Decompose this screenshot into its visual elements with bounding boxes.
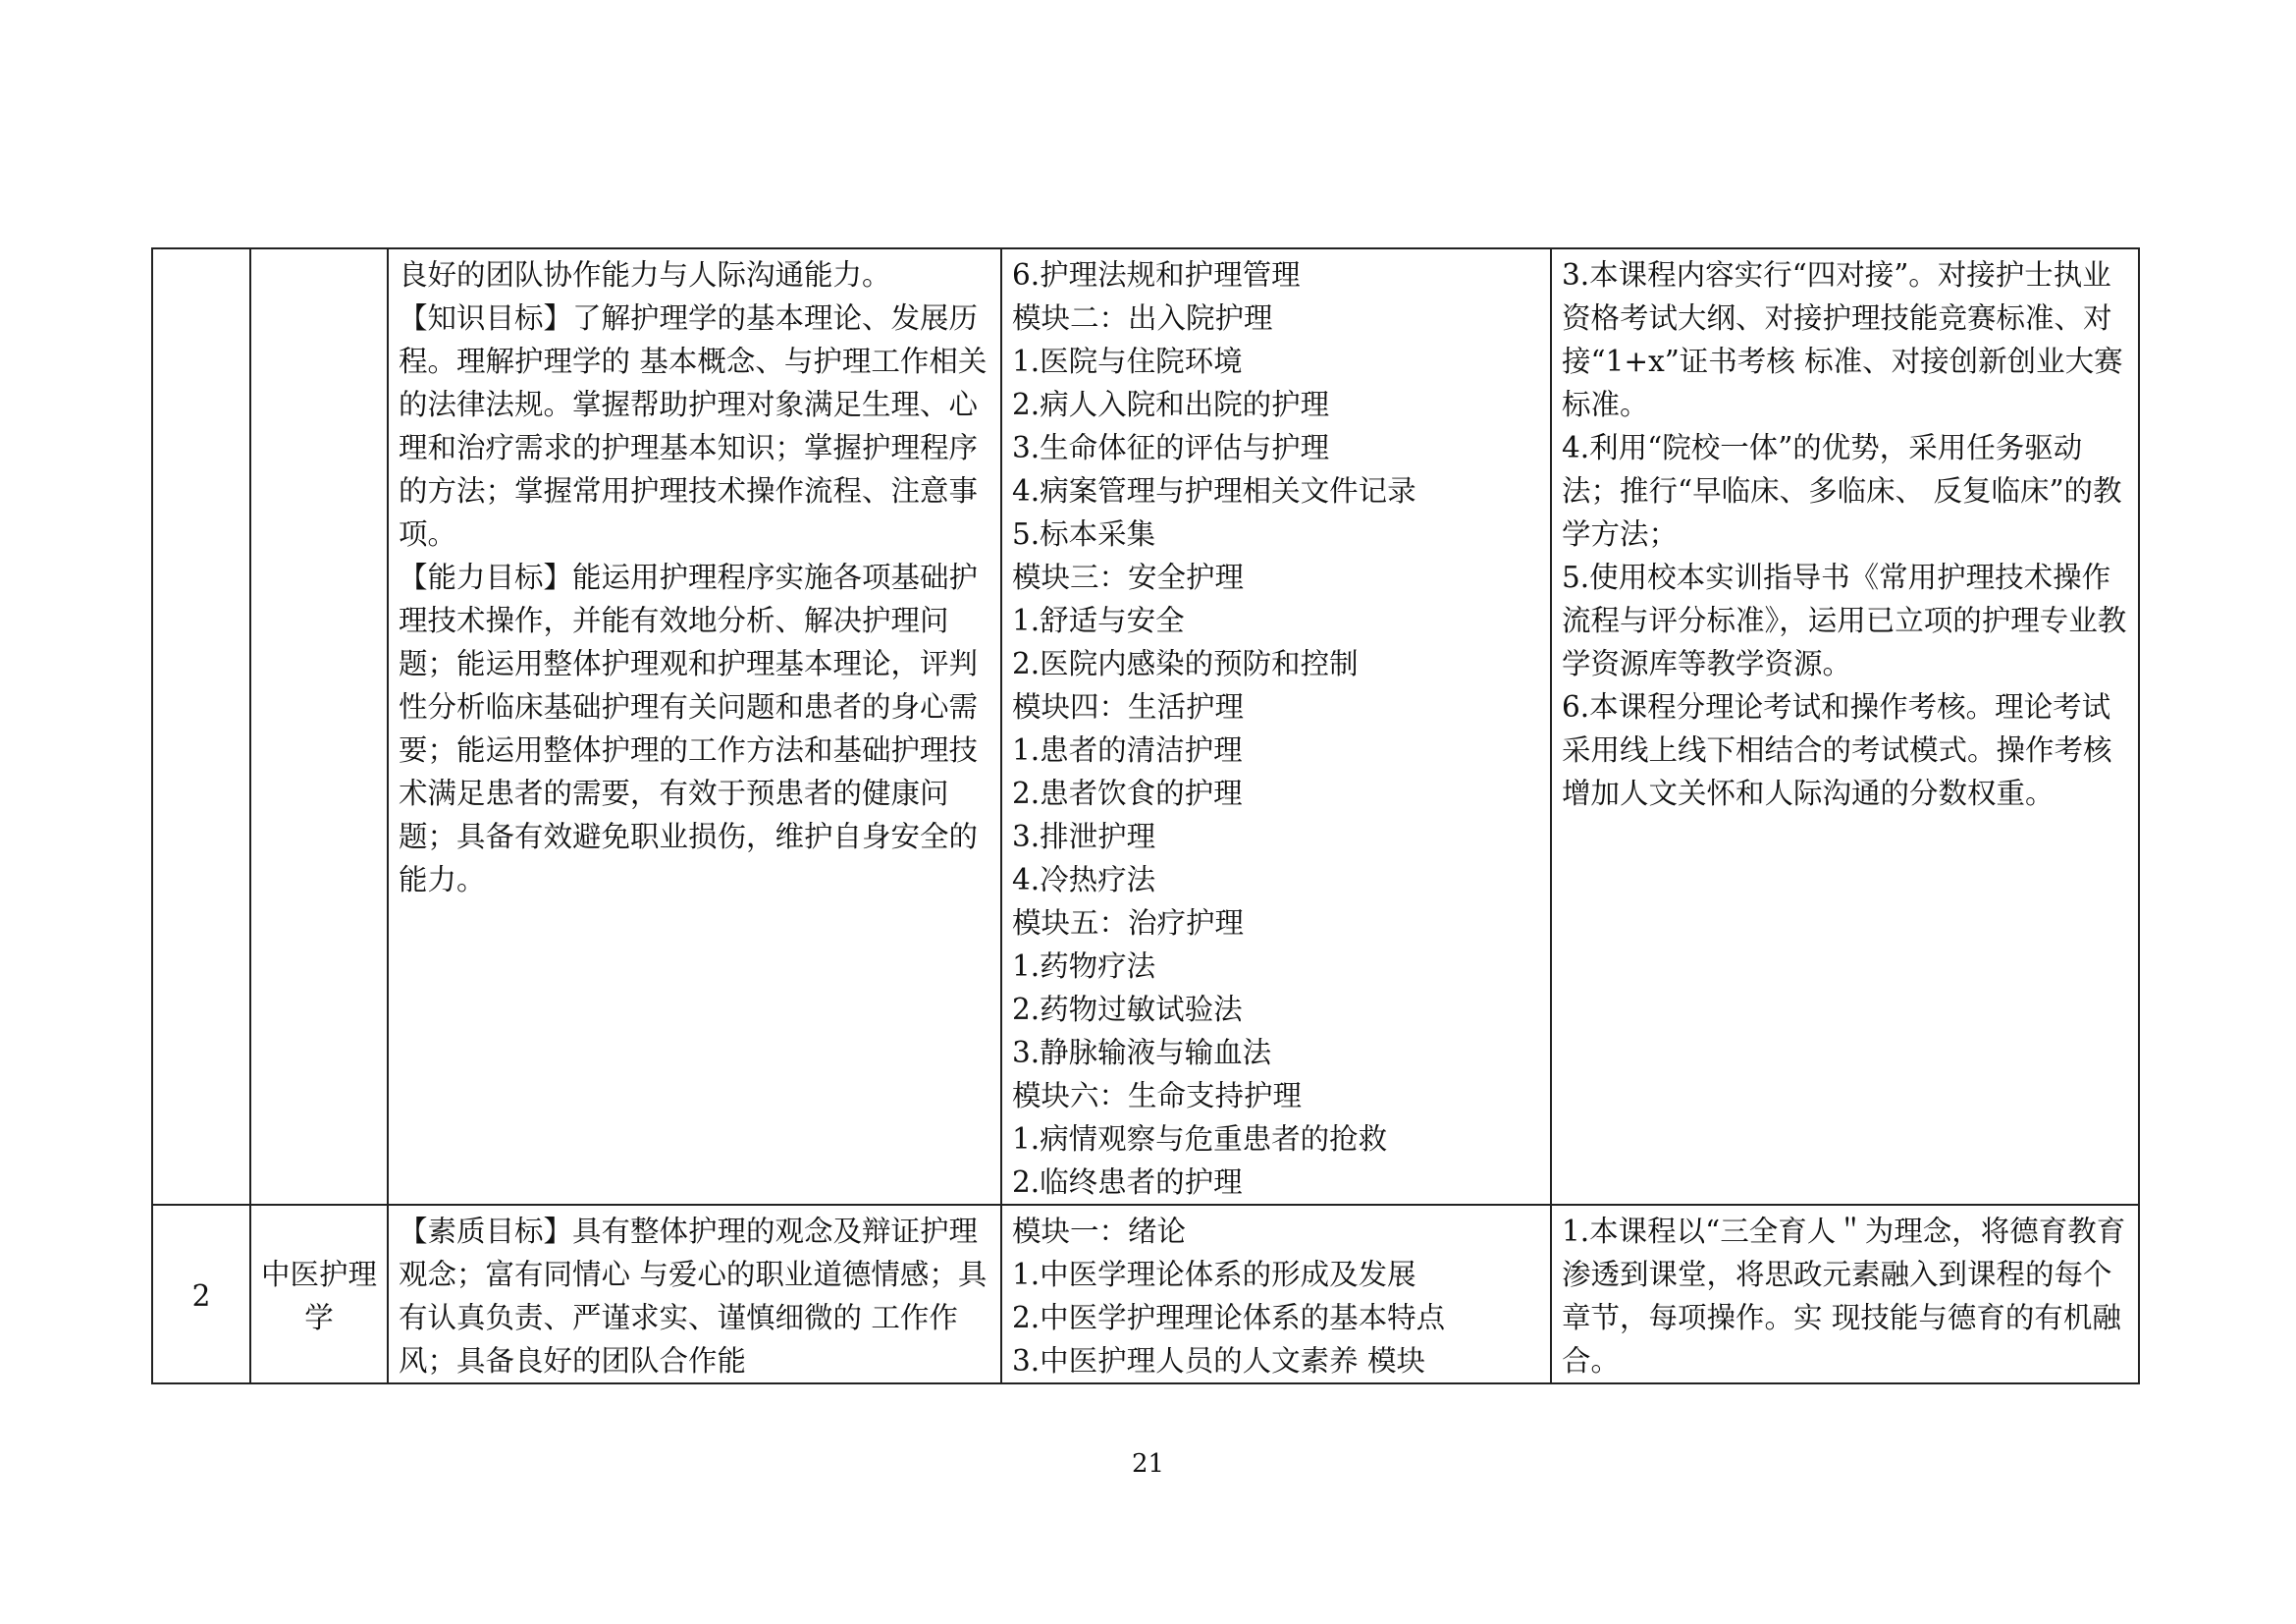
content-line: 模块三：安全护理 — [1012, 561, 1245, 594]
content-line: 3.静脉输液与输血法 — [1012, 1036, 1272, 1069]
table-row — [152, 1205, 2139, 1383]
content-line: 3.排泄护理 — [1012, 820, 1156, 853]
content-line: 2.药物过敏试验法 — [1012, 993, 1243, 1026]
teaching-requirement-text: 3.本课程内容实行“四对接”。对接护士执业资格考试大纲、对接护理技能竞赛标准、对接“1+x”证书考核 标准、对接创新创业大赛标准。 4.利用“院校一体”的优势，采用任务驱动法；推行“早临床、多临床、 反复临床”的教学方法； 5.使用校本实训指导书《常用护理技术操作流程与评分标准》，运用已立项的护理专业教学资源库等教学资源。 6.本课程分理论考试和操作考核。理论考试采用线上线下相结合的考试模式。操作考核增加人文关怀和人际沟通的分数权重。 — [1562, 258, 2127, 810]
content-line: 1.舒适与安全 — [1012, 604, 1185, 637]
content-line: 2.中医学护理理论体系的基本特点 — [1012, 1301, 1446, 1334]
course-content-cell — [1001, 248, 1551, 1205]
course-name-cell: 中医护理学 — [250, 1205, 388, 1383]
page-number: 21 — [1131, 1449, 1165, 1479]
content-line: 4.冷热疗法 — [1012, 863, 1156, 896]
course-goal-cell — [388, 248, 1001, 1205]
teaching-requirement-cell — [1551, 1205, 2139, 1383]
row-number-cell: 2 — [152, 1205, 250, 1383]
content-line: 1.病情观察与危重患者的抢救 — [1012, 1122, 1388, 1156]
course-content-cell — [1001, 1205, 1551, 1383]
course-goal-text: 良好的团队协作能力与人际沟通能力。 【知识目标】了解护理学的基本理论、发展历程。理解护理学的 基本概念、与护理工作相关的法律法规。掌握帮助护理对象满足生理、心理和治疗需求的护理基本知识；掌握护理程序的方法；掌握常用护理技术操作流程、注意事项。 【能力目标】能运用护理程序实施各项基础护理技术操作，并能有效地分析、解决护理问题；能运用整体护理观和护理基本理论，评判性分析临床基础护理有关问题和患者的身心需要；能运用整体护理的工作方法和基础护理技术满足患者的需要，有效于预患者的健康问题；具备有效避免职业损伤，维护自身安全的能力。 — [399, 258, 988, 896]
teaching-requirement-cell — [1551, 248, 2139, 1205]
content-line: 模块二：出入院护理 — [1012, 301, 1273, 335]
table-row — [152, 248, 2139, 1205]
course-goal-cell — [388, 1205, 1001, 1383]
content-line: 2.病人入院和出院的护理 — [1012, 388, 1330, 421]
content-line: 4.病案管理与护理相关文件记录 — [1012, 474, 1416, 508]
course-goal-text: 【素质目标】具有整体护理的观念及辩证护理观念；富有同情心 与爱心的职业道德情感；具有认真负责、严谨求实、谨慎细微的 工作作风；具备良好的团队合作能 — [399, 1215, 988, 1378]
content-line: 1.患者的清洁护理 — [1012, 733, 1243, 767]
content-line: 1.药物疗法 — [1012, 949, 1156, 983]
content-line: 2.患者饮食的护理 — [1012, 777, 1243, 810]
content-line: 6.护理法规和护理管理 — [1012, 258, 1301, 292]
content-line: 2.医院内感染的预防和控制 — [1012, 647, 1359, 680]
content-line: 1.中医学理论体系的形成及发展 — [1012, 1258, 1416, 1291]
content-line: 3.中医护理人员的人文素养 模块 — [1012, 1344, 1426, 1378]
content-line: 模块一：绪论 — [1012, 1215, 1187, 1248]
content-line: 2.临终患者的护理 — [1012, 1165, 1243, 1199]
row-number-cell — [152, 248, 250, 1205]
content-line: 1.医院与住院环境 — [1012, 345, 1243, 378]
content-line: 模块五：治疗护理 — [1012, 906, 1245, 940]
teaching-requirement-text: 1.本课程以“三全育人＂为理念，将德育教育渗透到课堂，将思政元素融入到课程的每个章节，每项操作。实 现技能与德育的有机融合。 — [1562, 1215, 2126, 1378]
content-line: 模块六：生命支持护理 — [1012, 1079, 1303, 1112]
content-line: 5.标本采集 — [1012, 517, 1156, 551]
content-line: 3.生命体征的评估与护理 — [1012, 431, 1330, 464]
course-table — [151, 247, 2140, 1384]
content-line: 模块四：生活护理 — [1012, 690, 1245, 724]
course-name-cell — [250, 248, 388, 1205]
